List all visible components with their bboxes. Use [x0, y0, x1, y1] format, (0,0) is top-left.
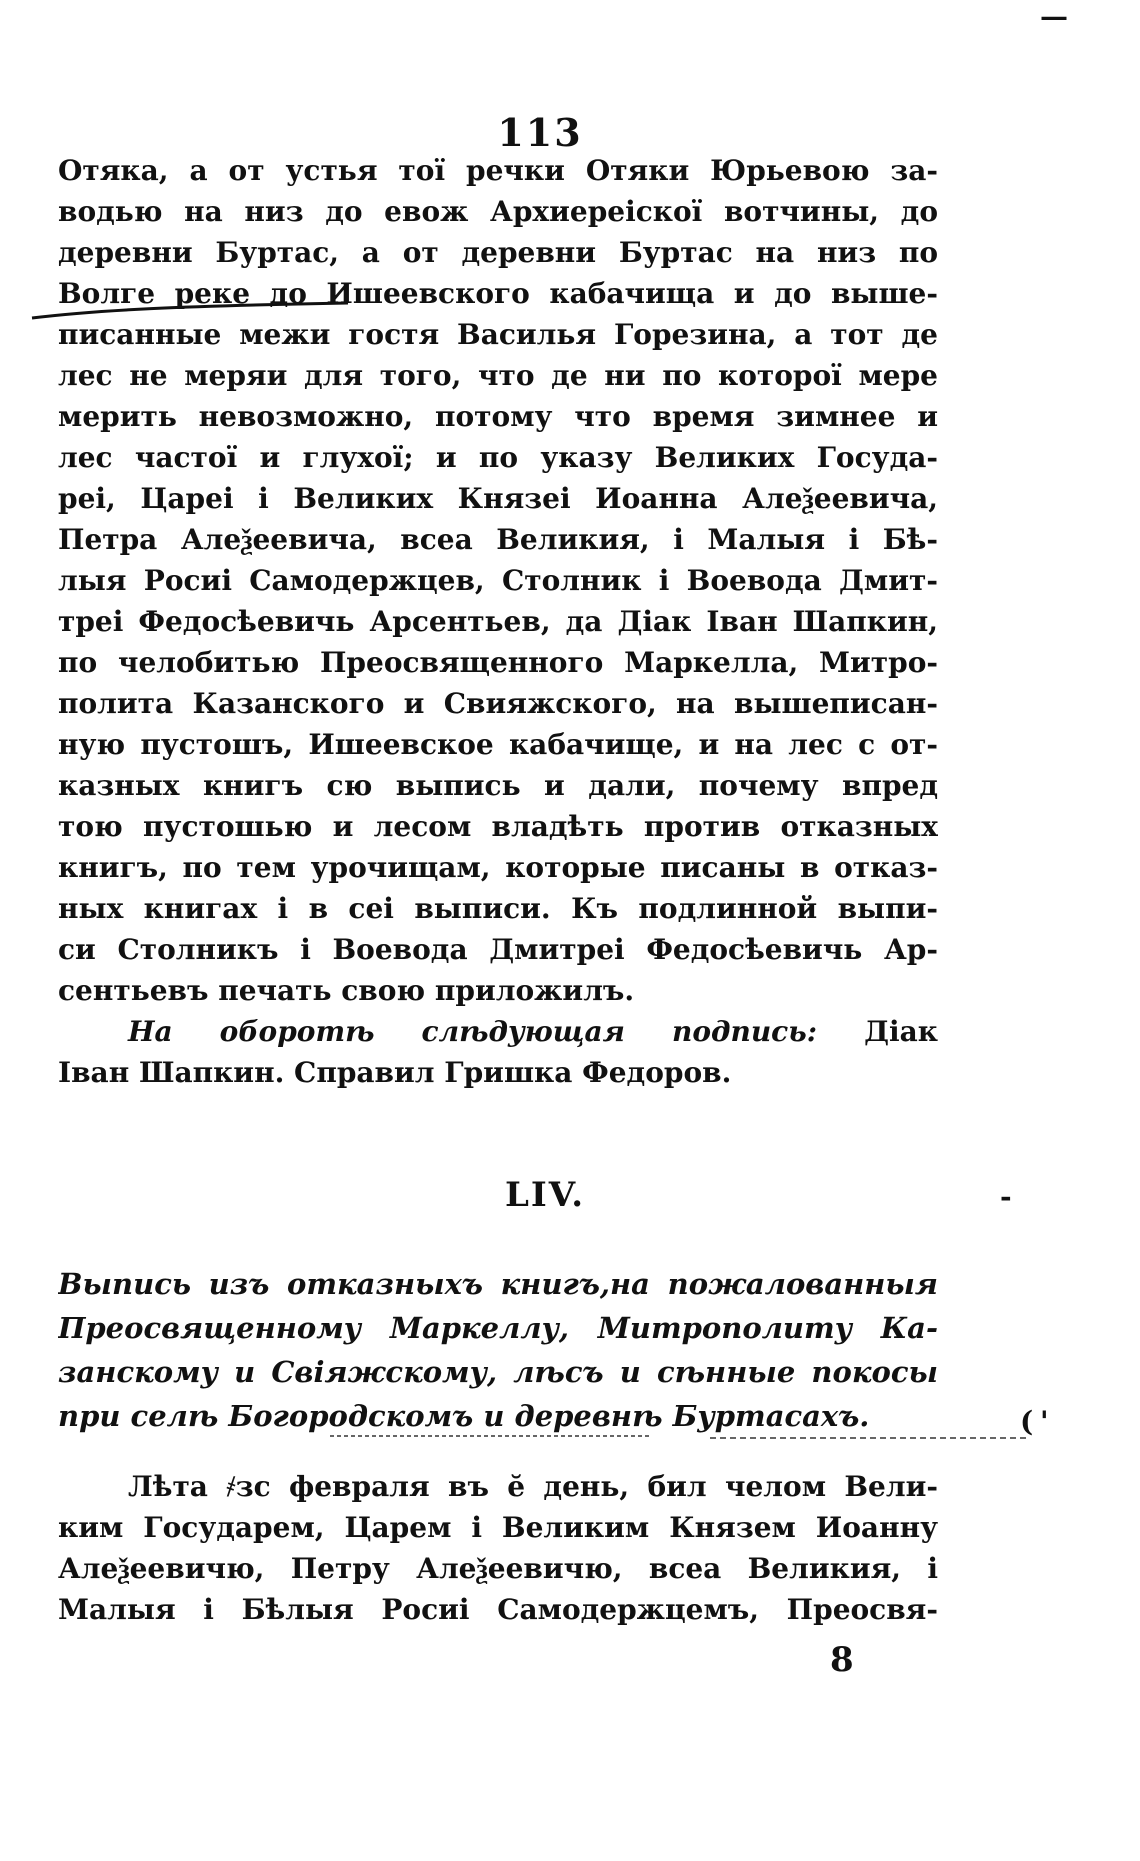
closing-line: Лѣта ҂зс февраля въ ӗ день, бил челом Вели- [128, 1470, 938, 1503]
body-line: треі Федосѣевичь Арсентьев, да Діак Іван Шапкин, [58, 605, 938, 638]
reverse-label: На оборотѣ слѣдующая подпись: [128, 1015, 818, 1048]
closing-line: Алеѯеевичю, Петру Алеѯеевичю, всеа Великия, і [58, 1552, 938, 1585]
title-line: при селѣ Богородскомъ и деревнѣ Буртасахъ. [58, 1399, 870, 1433]
body-line: Петра Алеѯеевича, всеа Великия, і Малыя і Бѣ- [58, 523, 938, 556]
body-line: Отяка, а от устья тої речки Отяки Юрьевою за- [58, 154, 938, 187]
main-text [58, 150, 938, 1093]
signature-mark: 8 [830, 1640, 854, 1680]
body-line: казных книгъ сю выпись и дали, почему впред [58, 769, 938, 802]
body-line: книгъ, по тем урочищам, которые писаны в отказ- [58, 851, 938, 884]
stray-mark: ' [1040, 1405, 1049, 1438]
body-line: водью на низ до евож Архиереіскої вотчины, до [58, 195, 938, 228]
title-line: Преосвященному Маркеллу, Митрополиту Ка- [58, 1311, 938, 1345]
closing-text [58, 1466, 938, 1630]
body-line: тою пустошью и лесом владѣть против отказных [58, 810, 938, 843]
title-line: занскому и Свіяжскому, лѣсъ и сѣнные покосы [58, 1355, 938, 1389]
reverse-text: Діак [864, 1015, 938, 1048]
reverse-note-line: Іван Шапкин. Справил Гришка Федоров. [58, 1056, 732, 1089]
document-title [58, 1262, 938, 1438]
dashed-rule [330, 1430, 1030, 1446]
body-line: Волге реке до Ишеевского кабачища и до выше- [58, 277, 938, 310]
reverse-note-line [58, 1011, 938, 1052]
body-line: реі, Цареі і Великих Князеі Иоанна Алеѯеевича, [58, 482, 938, 515]
body-line: сентьевъ печать свою приложилъ. [58, 974, 635, 1007]
closing-line: Малыя і Бѣлыя Росиі Самодержцемъ, Преосвя- [58, 1593, 938, 1626]
section-number: LIV. [504, 1175, 586, 1215]
body-line: деревни Буртас, а от деревни Буртас на низ по [58, 236, 938, 269]
stray-mark: ( [1020, 1405, 1034, 1438]
body-line: лес частої и глухої; и по указу Великих Госуда- [58, 441, 938, 474]
body-line: ную пустошъ, Ишеевское кабачище, и на лес с от- [58, 728, 938, 761]
title-line: Выпись изъ отказныхъ книгъ,на пожалованныя [58, 1267, 938, 1301]
body-line: лыя Росиі Самодержцев, Столник і Воевода Дмит- [58, 564, 938, 597]
body-line: полита Казанского и Свияжского, на вышеписан- [58, 687, 938, 720]
body-line: писанные межи гостя Василья Горезина, а тот де [58, 318, 938, 351]
body-line: по челобитью Преосвященного Маркелла, Митро- [58, 646, 938, 679]
body-line: лес не меряи для того, что де ни по которої мере [58, 359, 938, 392]
body-line: мерить невозможно, потому что время зимнее и [58, 400, 938, 433]
stray-mark: - [1000, 1180, 1012, 1213]
body-line: ных книгах і в сеі выписи. Къ подлинной выпи- [58, 892, 938, 925]
body-line: си Столникъ і Воевода Дмитреі Федосѣевичь Ар- [58, 933, 938, 966]
closing-line: ким Государем, Царем і Великим Князем Иоанну [58, 1511, 938, 1544]
page-number: 113 [497, 110, 583, 155]
stray-mark: — [1040, 0, 1068, 33]
